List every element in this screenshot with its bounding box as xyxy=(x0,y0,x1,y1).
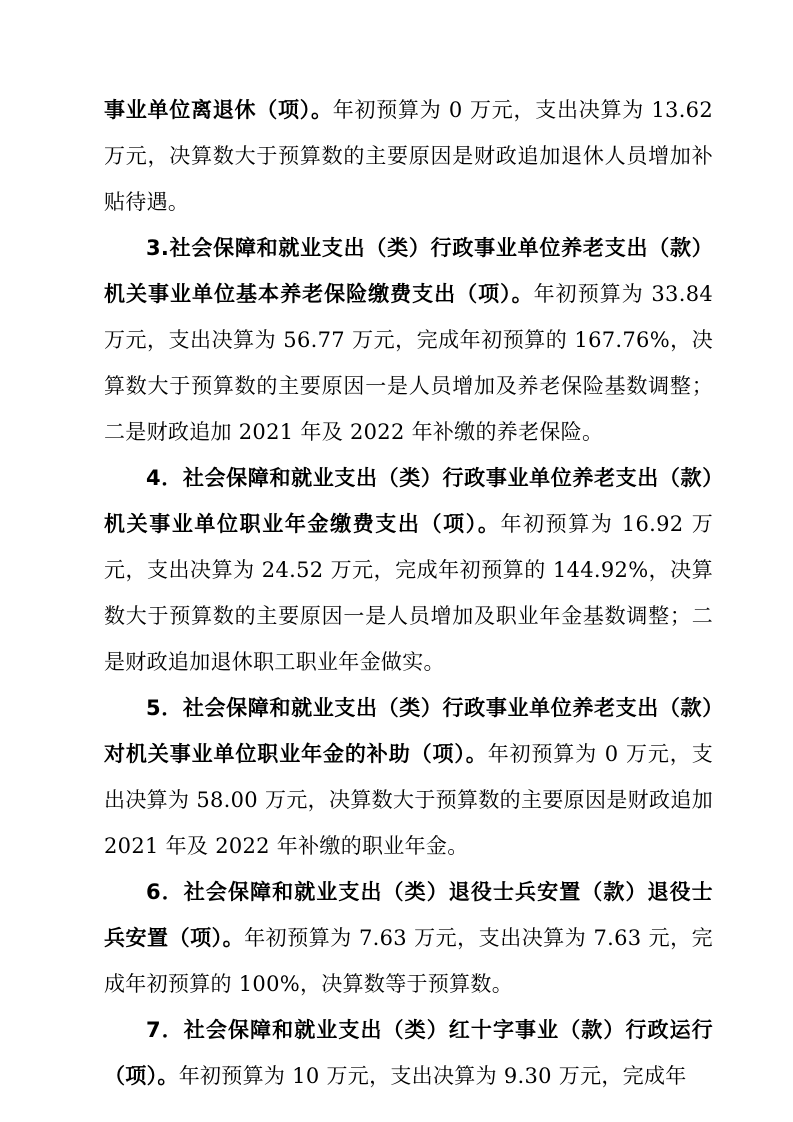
paragraph-heading: 5．社会保障和就业支出（类）行政事业单位养老支出（款）对机关事业单位职业年金的补助（项）。 xyxy=(104,696,713,766)
paragraph-heading: 6．社会保障和就业支出（类）退役士兵安置（款）退役士兵安置（项）。 xyxy=(104,880,713,950)
paragraph-text: 年初预算为 7.63 万元，支出决算为 7.63 元，完成年初预算的 100%，决算数等于预算数。 xyxy=(104,926,713,996)
document-body xyxy=(104,87,713,1099)
paragraph-red-cross xyxy=(104,1007,713,1099)
paragraph-heading: 事业单位离退休（项）。 xyxy=(104,98,333,122)
paragraph-text: 年初预算为 16.92 万元，支出决算为 24.52 万元，完成年初预算的 144.92%，决算数大于预算数的主要原因一是人员增加及职业年金基数调整；二是财政追加退休职工职业年金做实。 xyxy=(104,512,713,674)
paragraph-text: 年初预算为 0 万元，支出决算为 13.62 万元，决算数大于预算数的主要原因是财政追加退休人员增加补贴待遇。 xyxy=(104,98,713,214)
paragraph-occupational-annuity xyxy=(104,455,713,685)
paragraph-heading: 3.社会保障和就业支出（类）行政事业单位养老支出（款）机关事业单位基本养老保险缴费支出（项）。 xyxy=(104,236,713,306)
paragraph-heading: 4．社会保障和就业支出（类）行政事业单位养老支出（款）机关事业单位职业年金缴费支出（项）。 xyxy=(104,466,713,536)
paragraph-basic-pension xyxy=(104,225,713,455)
paragraph-veteran-placement xyxy=(104,869,713,1007)
paragraph-annuity-subsidy xyxy=(104,685,713,869)
paragraph-text: 年初预算为 10 万元，支出决算为 9.30 万元，完成年 xyxy=(178,1064,687,1088)
paragraph-retirement xyxy=(104,87,713,225)
paragraph-text: 年初预算为 0 万元，支出决算为 58.00 万元，决算数大于预算数的主要原因是财政追加 2021 年及 2022 年补缴的职业年金。 xyxy=(104,742,713,858)
paragraph-text: 年初预算为 33.84 万元，支出决算为 56.77 万元，完成年初预算的 167.76%，决算数大于预算数的主要原因一是人员增加及养老保险基数调整；二是财政追加 2021 年及 2022 年补缴的养老保险。 xyxy=(104,282,714,444)
paragraph-heading: 7．社会保障和就业支出（类）红十字事业（款）行政运行（项）。 xyxy=(104,1018,713,1088)
